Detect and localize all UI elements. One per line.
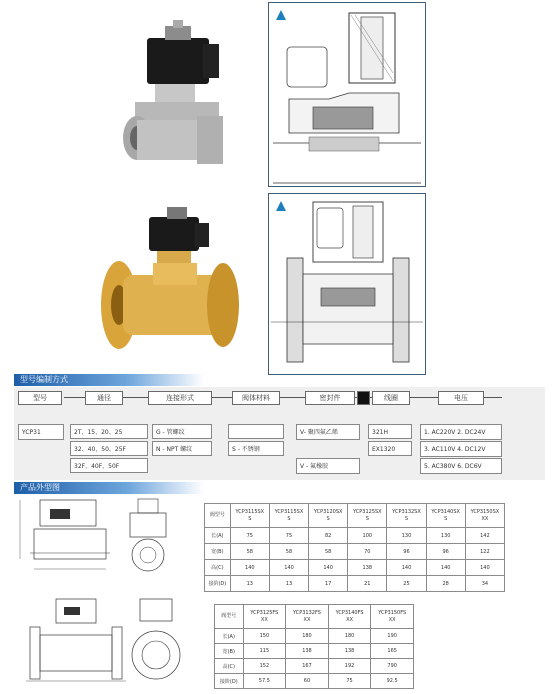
cross-section-drawing-stainless (268, 2, 426, 187)
table-row-label: 高(C) (205, 560, 231, 576)
table-header-model: YCP3140FS XX (328, 605, 371, 629)
table-header-model: YCP3140SX S (426, 504, 465, 528)
table-header-model: YCP3115SX S (269, 504, 308, 528)
table-cell: 57.5 (243, 674, 286, 689)
table-row (205, 544, 505, 560)
table-cell: 790 (371, 659, 414, 674)
connection-value-2: N - NPT 螺纹 (152, 441, 212, 456)
table-header-model: YCP3150FS XX (371, 605, 414, 629)
table-cell: 75 (328, 674, 371, 689)
table-cell: 140 (426, 560, 465, 576)
table-cell: 13 (269, 576, 308, 592)
code-header-coil-marker (357, 391, 370, 405)
table-cell: 138 (328, 644, 371, 659)
section-title-model-code-text: 型号编制方式 (20, 375, 68, 384)
spec-table-threaded (204, 503, 505, 592)
table-header-model: YCP3120SX S (309, 504, 348, 528)
table-header-label: 阀型号 (215, 605, 244, 629)
table-cell: 167 (286, 659, 329, 674)
section-title-dimensions (14, 482, 204, 494)
section-title-dimensions-text: 产品外型图 (20, 483, 60, 492)
code-header-material: 阀体材料 (232, 391, 280, 405)
table-cell: 152 (243, 659, 286, 674)
table-cell: 17 (309, 576, 348, 592)
table-header-label: 阀型号 (205, 504, 231, 528)
table-cell: 75 (269, 528, 308, 544)
table-row-label: 长(A) (205, 528, 231, 544)
voltage-value-3: 5. AC380V 6. DC6V (420, 458, 502, 474)
table-row (215, 659, 414, 674)
code-header-model: 型号 (18, 391, 62, 405)
table-cell: 92.5 (371, 674, 414, 689)
table-header-model: YCP3132FS XX (286, 605, 329, 629)
table-row-label: 高(C) (215, 659, 244, 674)
table-cell: 130 (387, 528, 426, 544)
table-row-label: 接阶(D) (205, 576, 231, 592)
bore-value-3: 32F、40F、50F (70, 458, 148, 473)
table-row-label: 宽(B) (205, 544, 231, 560)
spec-table-flanged (214, 604, 414, 689)
stainless-valve-photo (115, 20, 235, 185)
table-row (215, 629, 414, 644)
code-header-bore: 通径 (85, 391, 123, 405)
table-header-row (205, 504, 505, 528)
table-row (215, 674, 414, 689)
table-cell: 140 (309, 560, 348, 576)
code-header-connection: 连接形式 (148, 391, 212, 405)
brass-flange-valve-photo (97, 205, 247, 355)
voltage-value-2: 3. AC110V 4. DC12V (420, 441, 502, 457)
table-cell: 140 (465, 560, 504, 576)
table-cell: 138 (348, 560, 387, 576)
seal-value-2: V - 氟橡胶 (296, 458, 360, 474)
table-cell: 58 (230, 544, 269, 560)
table-cell: 96 (426, 544, 465, 560)
table-header-model: YCP3132SX S (387, 504, 426, 528)
code-header-voltage: 电压 (438, 391, 484, 405)
table-row-label: 接阶(D) (215, 674, 244, 689)
code-header-seal: 密封件 (305, 391, 355, 405)
cross-section-drawing-flange (268, 193, 426, 375)
coil-value-2: EX1320 (368, 441, 412, 456)
table-cell: 180 (286, 629, 329, 644)
table-cell: 70 (348, 544, 387, 560)
material-value-2: S - 不锈钢 (228, 441, 284, 456)
section-title-model-code (14, 374, 204, 386)
model-value: YCP31 (18, 424, 64, 440)
table-cell: 180 (328, 629, 371, 644)
table-header-model: YCP3150SX XX (465, 504, 504, 528)
table-cell: 150 (243, 629, 286, 644)
table-header-row (215, 605, 414, 629)
table-cell: 13 (230, 576, 269, 592)
outline-drawing-flanged (16, 595, 186, 685)
seal-value-1: V- 聚四氟乙烯 (296, 424, 360, 440)
table-cell: 192 (328, 659, 371, 674)
table-cell: 28 (426, 576, 465, 592)
table-header-model: YCP3125FS XX (243, 605, 286, 629)
table-row (215, 644, 414, 659)
table-cell: 142 (465, 528, 504, 544)
code-header-coil: 线圈 (372, 391, 410, 405)
table-row (205, 576, 505, 592)
table-cell: 130 (426, 528, 465, 544)
coil-value-1: 321H (368, 424, 412, 439)
table-cell: 75 (230, 528, 269, 544)
table-cell: 140 (230, 560, 269, 576)
table-cell: 82 (309, 528, 348, 544)
table-cell: 190 (371, 629, 414, 644)
table-cell: 60 (286, 674, 329, 689)
table-header-model: YCP3125SX S (348, 504, 387, 528)
table-cell: 58 (269, 544, 308, 560)
table-cell: 96 (387, 544, 426, 560)
code-connector-line (64, 397, 502, 398)
table-cell: 138 (286, 644, 329, 659)
table-cell: 100 (348, 528, 387, 544)
voltage-value-1: 1. AC220V 2. DC24V (420, 424, 502, 440)
outline-drawing-threaded (10, 495, 190, 585)
table-cell: 140 (387, 560, 426, 576)
table-cell: 122 (465, 544, 504, 560)
brand-logo-icon (275, 9, 287, 21)
table-row (205, 528, 505, 544)
brand-logo-icon-2 (275, 200, 287, 212)
table-header-model: YCP3115SX S (230, 504, 269, 528)
table-row (205, 560, 505, 576)
table-cell: 21 (348, 576, 387, 592)
bore-value-2: 32、40、50、25F (70, 441, 148, 456)
table-cell: 34 (465, 576, 504, 592)
table-cell: 25 (387, 576, 426, 592)
table-cell: 115 (243, 644, 286, 659)
table-row-label: 长(A) (215, 629, 244, 644)
table-cell: 58 (309, 544, 348, 560)
table-cell: 140 (269, 560, 308, 576)
bore-value-1: 2T、15、20、25 (70, 424, 148, 439)
material-value-1 (228, 424, 284, 439)
connection-value-1: G - 管螺纹 (152, 424, 212, 439)
table-row-label: 宽(B) (215, 644, 244, 659)
table-cell: 165 (371, 644, 414, 659)
